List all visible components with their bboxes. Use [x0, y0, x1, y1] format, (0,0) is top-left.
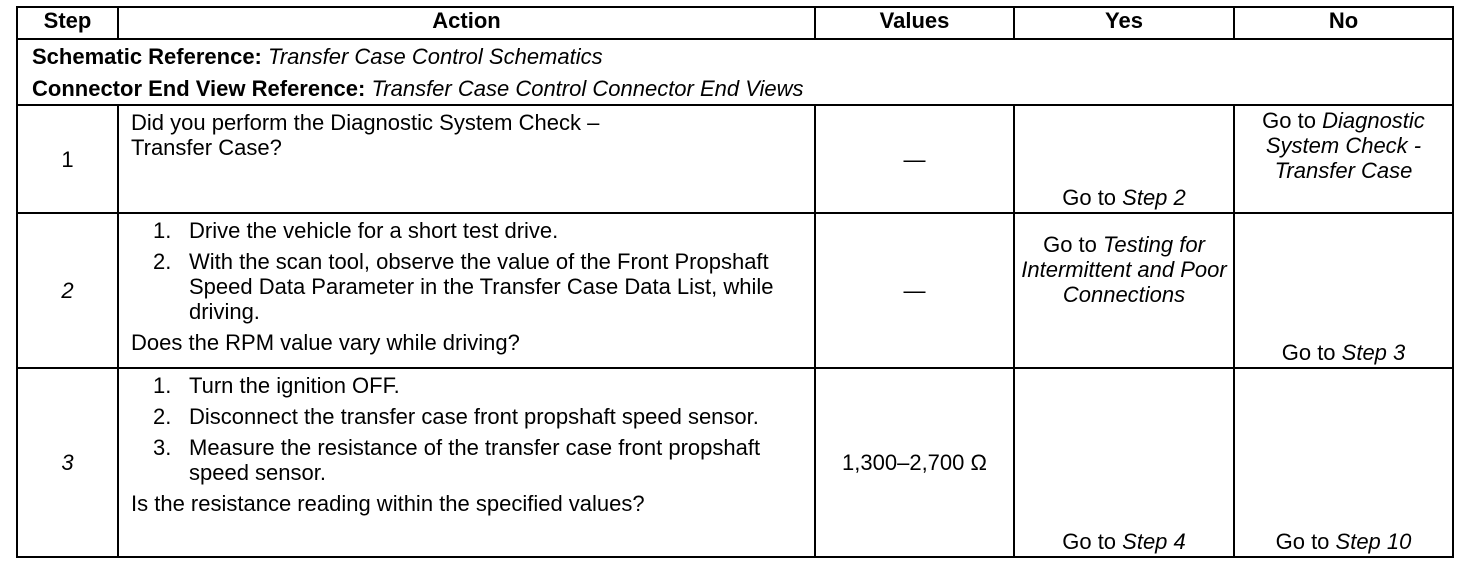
- schematic-reference-row: [17, 39, 1453, 72]
- yes-link[interactable]: Step 2: [1122, 185, 1186, 210]
- yes-link[interactable]: Step 4: [1122, 529, 1186, 554]
- substep-list: [131, 218, 802, 324]
- action-question: Did you perform the Diagnostic System Check – Transfer Case?: [131, 110, 600, 160]
- action-question: Does the RPM value vary while driving?: [131, 330, 520, 355]
- connector-reference-row: [17, 72, 1453, 105]
- no-link[interactable]: Step 3: [1341, 340, 1406, 365]
- step-number: 1: [17, 105, 118, 213]
- connector-reference: [17, 72, 1453, 105]
- header-yes: Yes: [1014, 7, 1234, 39]
- diagnostic-table: [16, 6, 1454, 558]
- substep: 3. Measure the resistance of the transfer case front propshaft speed sensor.: [153, 435, 761, 485]
- step-number: 2: [17, 213, 118, 368]
- substep: 1. Turn the ignition OFF.: [153, 373, 400, 398]
- schematic-reference-link[interactable]: Transfer Case Control Schematics: [268, 43, 603, 69]
- header-step: Step: [17, 7, 118, 39]
- connector-reference-label: Connector End View Reference:: [32, 75, 366, 101]
- no-cell: [1234, 213, 1453, 368]
- header-no: No: [1234, 7, 1453, 39]
- yes-action: Go to Step 4: [1062, 529, 1186, 554]
- substep: 2. With the scan tool, observe the value of the Front Propshaft Speed Data Parameter in the Transfer Case Data List, while driving.: [153, 249, 774, 324]
- yes-link[interactable]: Testing for Intermittent and Poor Connections: [1021, 232, 1227, 307]
- no-link[interactable]: Step 10: [1335, 529, 1412, 554]
- no-action: Go to Step 10: [1275, 529, 1412, 554]
- substep: 1. Drive the vehicle for a short test drive.: [153, 218, 559, 243]
- no-action: Go to Diagnostic System Check - Transfer Case: [1262, 108, 1425, 183]
- substep-list: [131, 373, 802, 485]
- yes-action: Go to Step 2: [1062, 185, 1186, 210]
- value-cell: —: [815, 105, 1014, 213]
- header-action: Action: [118, 7, 815, 39]
- action-cell: [118, 213, 815, 368]
- action-question: Is the resistance reading within the specified values?: [131, 491, 645, 516]
- no-cell: [1234, 368, 1453, 557]
- table-row: [17, 368, 1453, 557]
- table-row: [17, 105, 1453, 213]
- yes-cell: [1014, 105, 1234, 213]
- yes-cell: [1014, 213, 1234, 368]
- header-row: [17, 7, 1453, 39]
- action-cell: [118, 368, 815, 557]
- header-values: Values: [815, 7, 1014, 39]
- substep: 2. Disconnect the transfer case front propshaft speed sensor.: [153, 404, 759, 429]
- no-link[interactable]: Diagnostic System Check - Transfer Case: [1265, 108, 1425, 183]
- connector-reference-link[interactable]: Transfer Case Control Connector End Views: [371, 75, 804, 101]
- yes-action: Go to Testing for Intermittent and Poor Connections: [1021, 232, 1227, 307]
- action-cell: [118, 105, 815, 213]
- no-action: Go to Step 3: [1281, 340, 1406, 365]
- schematic-reference: [17, 39, 1453, 72]
- yes-cell: [1014, 368, 1234, 557]
- value-cell: 1,300–2,700 Ω: [815, 368, 1014, 557]
- no-cell: [1234, 105, 1453, 213]
- value-cell: —: [815, 213, 1014, 368]
- table-row: [17, 213, 1453, 368]
- schematic-reference-label: Schematic Reference:: [32, 43, 262, 69]
- step-number: 3: [17, 368, 118, 557]
